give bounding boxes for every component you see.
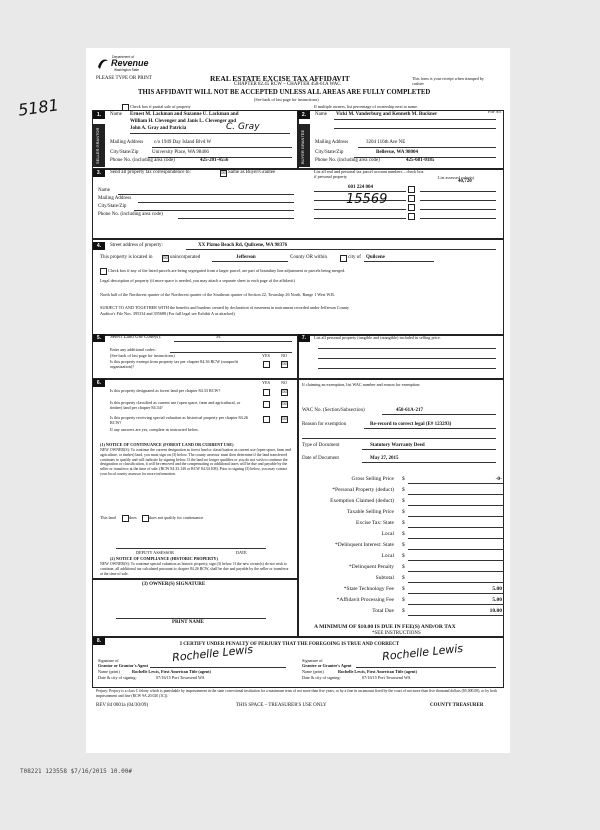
unincorporated-checkbox[interactable]: ☒ — [163, 256, 168, 261]
historic-body: NEW OWNER(S): To continue special valuation as historic property, sign (3) below. If the new owner(s) do not wish to continue, all additional tax calculated pursuant to chapter 84.26 RCW, shall be due and payable by the seller or transferor at the time of sale. — [100, 562, 289, 576]
money-row — [308, 564, 504, 574]
assessed-1[interactable]: 40,720 — [458, 179, 472, 184]
forest-no-checkbox[interactable]: ☒ — [282, 390, 287, 395]
dollar-sign: $ — [402, 487, 405, 493]
money-label: Exemption Claimed (deduct) — [330, 498, 394, 504]
dept-line2: Revenue — [111, 58, 149, 68]
land-use-code[interactable]: 91 — [216, 335, 221, 340]
sig-label-right: Signature of — [302, 658, 323, 663]
seller-phone[interactable]: 425-201-4556 — [200, 158, 229, 163]
reason-value[interactable]: Re-record to correct legal (E# 123293) — [370, 422, 452, 427]
rev-number: REV 84 0001a (04/30/09) — [96, 703, 148, 708]
money-label: *Affidavit Processing Fee — [336, 597, 394, 603]
sec3-label: Send all property tax correspondence to: — [110, 170, 191, 175]
dept-line1: Department of — [112, 55, 135, 59]
segregation-checkbox[interactable] — [100, 268, 107, 275]
land-does-checkbox[interactable] — [122, 515, 129, 522]
wac-value[interactable]: 458-61A-217 — [396, 408, 423, 413]
rule — [362, 462, 496, 463]
buyer-phone[interactable]: 425-681-0185 — [406, 158, 435, 163]
county-label: County OR within — [290, 255, 327, 260]
historic-yes-checkbox[interactable] — [263, 416, 270, 423]
street-label: Street address of property: — [110, 243, 163, 248]
buyer-name[interactable]: Vicki M. Vanderburg and Kenneth M. Buckner — [336, 112, 438, 117]
rule — [170, 352, 292, 353]
treasurer-space: THIS SPACE – TREASURER'S USE ONLY — [236, 703, 327, 708]
money-line — [408, 516, 504, 517]
exempt-yes-checkbox[interactable] — [263, 361, 270, 368]
sec3-mail: Mailing Address — [98, 196, 132, 201]
rule — [116, 618, 266, 619]
money-row — [308, 476, 504, 486]
seller-name2[interactable]: William H. Clevenger and Janis L. Clevenger and — [130, 119, 236, 124]
name-print-right[interactable]: Rochelle Lewis, First American Title (agent) — [338, 669, 417, 674]
money-label: Gross Selling Price — [351, 476, 394, 482]
money-line — [408, 593, 504, 594]
parcel-pp-checkbox-3[interactable] — [408, 204, 415, 211]
sec5-number: 5. — [93, 334, 105, 342]
money-line — [408, 505, 504, 506]
seller-name1[interactable]: Ernest M. Lackman and Suzanne U. Lackman and — [130, 112, 239, 117]
rule — [334, 119, 496, 120]
certify-line: I CERTIFY UNDER PENALTY OF PERJURY THAT THE FOREGOING IS TRUE AND CORRECT — [180, 642, 400, 647]
money-label: Excise Tax: State — [355, 520, 394, 526]
sec5-no: NO — [281, 353, 288, 358]
dollar-sign: $ — [402, 498, 405, 504]
parcel-head: List all real and personal tax parcel account numbers – check box if personal property — [314, 169, 424, 179]
forest-question: Is this property designated as forest land per chapter 84.33 RCW? — [110, 388, 221, 393]
warning-line: THIS AFFIDAVIT WILL NOT BE ACCEPTED UNLESS ALL AREAS ARE FULLY COMPLETED — [138, 89, 431, 96]
buyer-name-label: Name — [315, 112, 327, 117]
sec1-number: 1. — [93, 111, 105, 119]
city-checkbox[interactable] — [340, 255, 347, 262]
seller-mail[interactable]: c/o 1949 Day Island Blvd W — [154, 140, 212, 145]
assessor-date: DATE — [236, 550, 247, 555]
street-value[interactable]: XX Pizmo Beach Rd, Quilcene, WA 98376 — [198, 243, 288, 248]
money-value[interactable]: 5.00 — [492, 597, 502, 603]
historic-question: Is this property receiving special valuation as historical property per chapter 84.26 RCW? — [110, 415, 248, 425]
sec7 — [297, 334, 504, 380]
exempt-no-checkbox[interactable]: ☒ — [282, 362, 287, 367]
deputy-assessor: DEPUTY ASSESSOR — [136, 550, 174, 555]
current-use-question: Is this property classified as current use (open space, farm and agricultural, or timber) land per chapter 84.34? — [110, 400, 241, 410]
money-row — [308, 597, 504, 607]
rule — [356, 667, 496, 668]
parcel-1[interactable]: 601 224 004 — [348, 185, 373, 190]
rule — [420, 200, 496, 201]
money-label: *State Technology Fee — [343, 586, 394, 592]
date-left[interactable]: 07/16/15 Port Townsend WA — [156, 675, 205, 680]
personal-property-label: List all personal property (tangible and intangible) included in selling price. — [314, 335, 441, 340]
money-row — [308, 498, 504, 508]
dept-line3: Washington State — [114, 68, 140, 72]
money-line — [408, 560, 504, 561]
continuance-body: NEW OWNER(S): To continue the current designation as forest land or classification as current use (open space, farm and agriculture, or timber) land, you must sign on (3) below. The county assessor must then determine if the land transferred continues to qualify and will indicate by signing below. If the land no longer qualifies or you do not wish to continue the designation or classification, it will be removed and the compensating or additional taxes will be due and payable by the seller or transferor at the time of sale. (RCW 84.33.140 or RCW 84.34.108). Prior to signing (3) below, you may contact your local county assessor for more information. — [100, 448, 291, 476]
sec7-number: 7. — [298, 334, 310, 342]
rule — [134, 210, 294, 211]
money-value[interactable]: 5.00 — [492, 586, 502, 592]
rule — [358, 147, 496, 148]
grantor-agent-label: Grantor or Grantor's Agent — [98, 663, 148, 668]
minimum-due: A MINIMUM OF $10.00 IS DUE IN FEE(S) AND/OR TAX — [314, 624, 456, 630]
grantee-signature[interactable]: Rochelle Lewis — [381, 641, 464, 664]
parcel-pp-checkbox-2[interactable] — [408, 195, 415, 202]
parcel-pp-checkbox-4[interactable] — [408, 213, 415, 220]
money-value[interactable]: -0- — [495, 476, 502, 482]
current-use-yes-checkbox[interactable] — [263, 401, 270, 408]
date-label-left: Date & city of signing: — [98, 675, 137, 680]
type-or-print: PLEASE TYPE OR PRINT — [96, 76, 152, 81]
money-label: *Delinquent Penalty — [348, 564, 394, 570]
doc-date-value[interactable]: May 27, 2015 — [370, 456, 399, 461]
money-row — [308, 509, 504, 519]
buyer-city[interactable]: Bellevue, WA 98004 — [376, 150, 418, 155]
county-value[interactable]: Jefferson — [236, 255, 256, 260]
doc-type-value[interactable]: Statutory Warranty Deed — [370, 443, 425, 448]
rule — [152, 147, 292, 148]
buyer-side-label: BUYER GRANTEE — [300, 129, 305, 164]
sec6-yes: YES — [262, 380, 270, 385]
handwritten-number: 15569 — [346, 192, 388, 207]
money-label: Total Due — [372, 608, 394, 614]
money-label: *Personal Property (deduct) — [332, 487, 394, 493]
money-row — [308, 553, 504, 563]
grantee-agent-label: Grantee or Grantee's Agent — [302, 663, 352, 668]
rule — [364, 428, 496, 429]
sec5-see-back: (See back of last page for instructions) — [110, 353, 175, 358]
unincorporated-label: unincorporated — [170, 255, 201, 260]
rule — [314, 218, 406, 219]
county-treasurer: COUNTY TREASURER — [430, 703, 484, 708]
seller-phone-label: Phone No. (including area code) — [110, 158, 175, 163]
money-line — [408, 615, 504, 616]
legal-line2[interactable]: SUBJECT TO AND TOGETHER WITH the benefits and burdens created by declaration of easement in instrument recorded under Jefferson County — [100, 305, 350, 310]
owner-signature-label: (3) OWNER(S) SIGNATURE — [142, 582, 206, 587]
historic-no-checkbox[interactable]: ☒ — [282, 417, 287, 422]
legal-line3[interactable]: Auditor's File Nos. 395334 and 395688 (For full legal see Exhibit A as attached) — [100, 311, 235, 316]
money-line — [408, 538, 504, 539]
cashier-stamp: T08221 123558 $7/16/2015 10.00# — [20, 768, 132, 775]
sec5-yes: YES — [262, 353, 270, 358]
money-line — [408, 483, 504, 484]
sec8-number: 8. — [93, 637, 105, 645]
legal-line1[interactable]: North half of the Northwest quarter of the Northwest quarter of the Southeast quarter of Section 22, Township 26 North, Range 1 West W.R. — [100, 292, 335, 297]
money-row — [308, 586, 504, 596]
grantor-signature[interactable]: Rochelle Lewis — [171, 642, 254, 665]
dollar-sign: $ — [402, 553, 405, 559]
sec3-phone: Phone No. (including area code) — [98, 212, 163, 217]
form-title: REAL ESTATE EXCISE TAX AFFIDAVIT — [210, 74, 350, 83]
rule — [318, 358, 496, 359]
dollar-sign: $ — [402, 531, 405, 537]
sec3-name: Name — [98, 188, 110, 193]
money-row — [308, 531, 504, 541]
current-use-no-checkbox[interactable]: ☒ — [282, 402, 287, 407]
seller-city[interactable]: University Place, WA 98466 — [152, 150, 209, 155]
dollar-sign: $ — [402, 597, 405, 603]
land-does-label: does — [129, 515, 137, 520]
affidavit-page — [86, 48, 510, 753]
money-label: Local — [381, 531, 394, 537]
buyer-mail[interactable]: 3204 116th Ave NE — [366, 140, 406, 145]
forest-yes-checkbox[interactable] — [263, 389, 270, 396]
form-subtitle: CHAPTER 82.45 RCW – CHAPTER 458-61A WAC — [234, 82, 341, 87]
money-line — [408, 571, 504, 572]
same-as-buyer-label: Same as Buyer/Grantee — [228, 170, 276, 175]
any-yes-note: If any answers are yes, complete as instructed below. — [110, 427, 199, 432]
dollar-sign: $ — [402, 476, 405, 482]
sec3-number: 3. — [93, 169, 105, 177]
buyer-phone-label: Phone No. (including area code) — [315, 158, 380, 163]
receipt-note: This form is your receipt when stamped by cashier — [412, 76, 484, 86]
historic-head: (2) NOTICE OF COMPLIANCE (HISTORIC PROPERTY) — [110, 556, 218, 561]
dollar-sign: $ — [402, 575, 405, 581]
margin-note: 5181 — [16, 95, 60, 120]
sec2-number: 2. — [298, 111, 310, 119]
money-value[interactable]: 10.00 — [489, 608, 502, 614]
rule — [116, 548, 266, 549]
name-print-left[interactable]: Rochelle Lewis, First American Title (agent) — [132, 669, 211, 674]
money-row — [308, 487, 504, 497]
money-label: *Delinquent Interest: State — [335, 542, 394, 548]
money-row — [308, 575, 504, 585]
print-name-label: PRINT NAME — [172, 620, 204, 625]
multiple-owners-note: If multiple owners, list percentage of ownership next to name. — [314, 104, 419, 109]
parcel-pp-checkbox-1[interactable] — [408, 186, 415, 193]
rule — [178, 218, 294, 219]
rule — [314, 209, 406, 210]
rule — [318, 348, 496, 349]
legal-label: Legal description of property (if more space is needed, you may attach a separate sheet to each page of the affidavit) — [100, 278, 295, 283]
rule — [382, 414, 496, 415]
doc-date-label: Date of Document — [302, 456, 339, 461]
seller-city-label: City/State/Zip — [110, 150, 139, 155]
revenue-swoosh-icon — [96, 57, 110, 71]
money-line — [408, 527, 504, 528]
money-row — [308, 542, 504, 552]
rule — [150, 667, 286, 668]
money-label: Local — [381, 553, 394, 559]
dollar-sign: $ — [402, 509, 405, 515]
seller-side-label: SELLER GRANTOR — [95, 127, 100, 164]
see-back: (See back of last page for instructions) — [254, 97, 319, 102]
seller-name-label: Name — [110, 112, 122, 117]
dollar-sign: $ — [402, 520, 405, 526]
money-row — [308, 608, 504, 618]
name-print-label-right: Name (print) — [302, 669, 324, 674]
seller-mail-label: Mailing Address — [110, 140, 144, 145]
rule — [420, 191, 496, 192]
rule — [186, 249, 496, 250]
rule — [118, 194, 294, 195]
sig-label-left: Signature of — [98, 658, 119, 663]
sec4-number: 4. — [93, 242, 105, 250]
rule — [174, 341, 292, 342]
rule — [364, 261, 434, 262]
rule — [420, 218, 496, 219]
rule — [130, 133, 290, 134]
see-instructions: *SEE INSTRUCTIONS — [372, 631, 421, 636]
dollar-sign: $ — [402, 542, 405, 548]
buyer-mail-label: Mailing Address — [315, 140, 349, 145]
exempt-question: Is this property exempt from property tax per chapter 84.36 RCW (nonprofit organization)? — [110, 359, 239, 369]
partial-sale-label: Check box if partial sale of property — [130, 104, 191, 109]
money-line — [408, 582, 504, 583]
land-does-not-checkbox[interactable] — [142, 515, 149, 522]
money-label: Subtotal — [375, 575, 394, 581]
rule — [334, 128, 496, 129]
city-of-label: city of — [348, 255, 361, 260]
money-row — [308, 520, 504, 530]
rule — [302, 438, 496, 439]
buyer-city-label: City/State/Zip — [315, 150, 344, 155]
rule — [318, 368, 496, 369]
seller-name3-handwritten: C. Gray — [226, 122, 260, 132]
seller-name3[interactable]: John A. Gray and Patricia — [130, 126, 187, 131]
assessed-head: List assessed value(s) — [438, 175, 475, 180]
wac-label: WAC No. (Section/Subsection) — [302, 408, 365, 413]
rule — [212, 261, 288, 262]
sec6-number: 6. — [93, 379, 105, 387]
city-value[interactable]: Quilcene — [366, 255, 385, 260]
dollar-sign: $ — [402, 564, 405, 570]
land-does-not-label: does not qualify for continuance — [149, 515, 204, 520]
additional-codes: Enter any additional codes: — [110, 347, 156, 352]
money-line — [408, 549, 504, 550]
continuance-head: (1) NOTICE OF CONTINUANCE (FOREST LAND OR CURRENT USE) — [100, 442, 234, 447]
located-label: This property is located in — [100, 255, 153, 260]
dollar-sign: $ — [402, 586, 405, 592]
dollar-sign: $ — [402, 608, 405, 614]
file-no-label: File No. — [488, 109, 502, 114]
perjury-notice: Perjury: Perjury is a class C felony which is punishable by imprisonment in the state correctional institution for a maximum term of not more than five years, or by a fine in an amount fixed by the court of not more than five thousand dollars ($5,000.00), or by both imprisonment and fine (RCW 9A.20.020 (1C)). — [96, 689, 497, 698]
sec3-city: City/State/Zip — [98, 204, 127, 209]
exemption-claim-label: If claiming an exemption, list WAC number and reason for exemption: — [302, 382, 421, 387]
rule — [362, 449, 496, 450]
money-line — [408, 604, 504, 605]
money-label: Taxable Selling Price — [347, 509, 394, 515]
land-use-label: Select Land Use Code(s): — [110, 335, 162, 340]
reason-label: Reason for exemption — [302, 422, 347, 427]
sec4 — [92, 238, 504, 336]
money-line — [408, 494, 504, 495]
doc-type-label: Type of Document — [302, 443, 340, 448]
rule — [420, 209, 496, 210]
land-qualify-label: This land — [100, 515, 116, 520]
sec6-no: NO — [281, 380, 288, 385]
rule — [138, 202, 294, 203]
date-right[interactable]: 07/16/15 Port Townsend WA — [362, 675, 411, 680]
date-label-right: Date & city of signing: — [302, 675, 341, 680]
name-print-label-left: Name (print) — [98, 669, 120, 674]
revenue-logo — [96, 54, 152, 74]
segregation-label: Check box if any of the listed parcels are being segregated from a larger parcel, are part of boundary line adjustment or parcels being merged. — [108, 268, 346, 273]
same-as-buyer-checkbox[interactable]: ☒ — [221, 171, 226, 176]
